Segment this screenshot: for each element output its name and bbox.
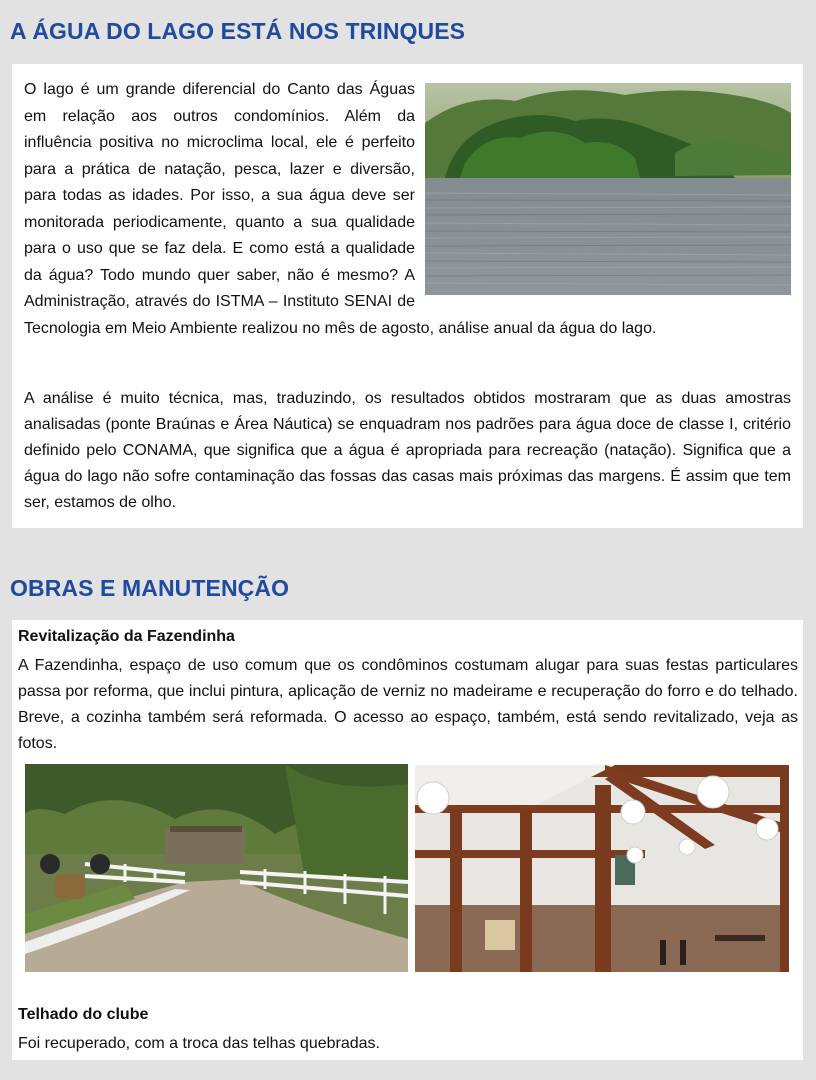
fazendinha-paragraph: A Fazendinha, espaço de uso comum que os condôminos costumam alugar para suas festas particulares passa por reforma, que inclui pintura, aplicação de verniz no madeirame e recuperação do forro e do telhado. Breve, a cozinha também será reformada. O acesso ao espaço, também, está sendo revitalizado, veja as fotos. (18, 657, 798, 752)
telhado-paragraph: Foi recuperado, com a troca das telhas quebradas. (18, 1035, 380, 1052)
telhado-subtitle: Telhado do clube (18, 1006, 149, 1023)
section-title-works: OBRAS E MANUTENÇÃO (10, 575, 290, 601)
water-article-card (12, 64, 803, 528)
section-title-water: A ÁGUA DO LAGO ESTÁ NOS TRINQUES (10, 18, 466, 44)
water-paragraph-2: A análise é muito técnica, mas, traduzindo, os resultados obtidos mostraram que as duas amostras analisadas (ponte Braúnas e Área Náutica) se enquadram nos padrões para água doce de classe I, critério definido pelo CONAMA, que significa que a água é apropriada para recreação (natação). Significa que a água do lago não sofre contaminação das fossas das casas mais próximas das margens. É assim que tem ser, estamos de olho. (24, 390, 791, 511)
lake-photo (425, 83, 791, 295)
fazendinha-hall-photo (415, 765, 789, 972)
fazendinha-subtitle: Revitalização da Fazendinha (18, 628, 235, 645)
water-paragraph-1-text: O lago é um grande diferencial do Canto das Águas em relação aos outros condomínios. Além da influência positiva no microclima local, ele é perfeito para a prática de natação, pesca, lazer e diversão, para todas as idades. Por isso, a sua água deve ser monitorada periodicamente, quanto a sua qualidade para o uso que se faz dela. E como está a qualidade da água? Todo mundo quer saber, não é mesmo? A Administração, através do ISTMA – Instituto SENAI de Tecnologia em Meio Ambiente realizou no mês de agosto, análise anual da água do lago. (24, 81, 657, 337)
works-article-card (12, 620, 803, 1060)
water-paragraph-1 (24, 77, 791, 342)
access-road-photo (25, 764, 408, 972)
